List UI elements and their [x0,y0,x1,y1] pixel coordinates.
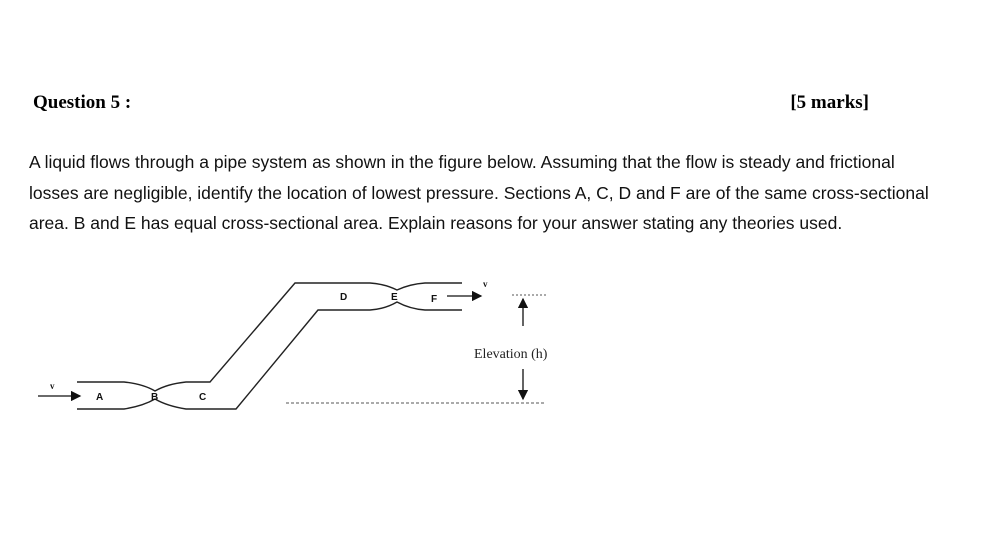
question-text: A liquid flows through a pipe system as shown in the figure below. Assuming that the flow is steady and frictional losses are negligible, identify the location of lowest pressure. Sections A, C, D and F are of the same cross-sectional area. B and E has equal cross-sectional area. Explain reasons for your answer stating any theories used. [29,152,929,233]
outlet-velocity-label: v [483,279,488,289]
question-marks: [5 marks] [790,92,869,113]
section-b-label: B [151,392,159,403]
section-f-label: F [431,294,438,305]
section-a-label: A [96,392,104,403]
elevation-label: Elevation (h) [474,347,548,362]
pipe-upper-wall [77,283,462,391]
inlet-velocity-label: v [50,381,55,391]
section-e-label: E [391,292,398,303]
section-c-label: C [199,392,207,403]
section-d-label: D [340,292,348,303]
pipe-lower-wall [77,302,462,409]
question-title: Question 5 : [33,92,132,113]
